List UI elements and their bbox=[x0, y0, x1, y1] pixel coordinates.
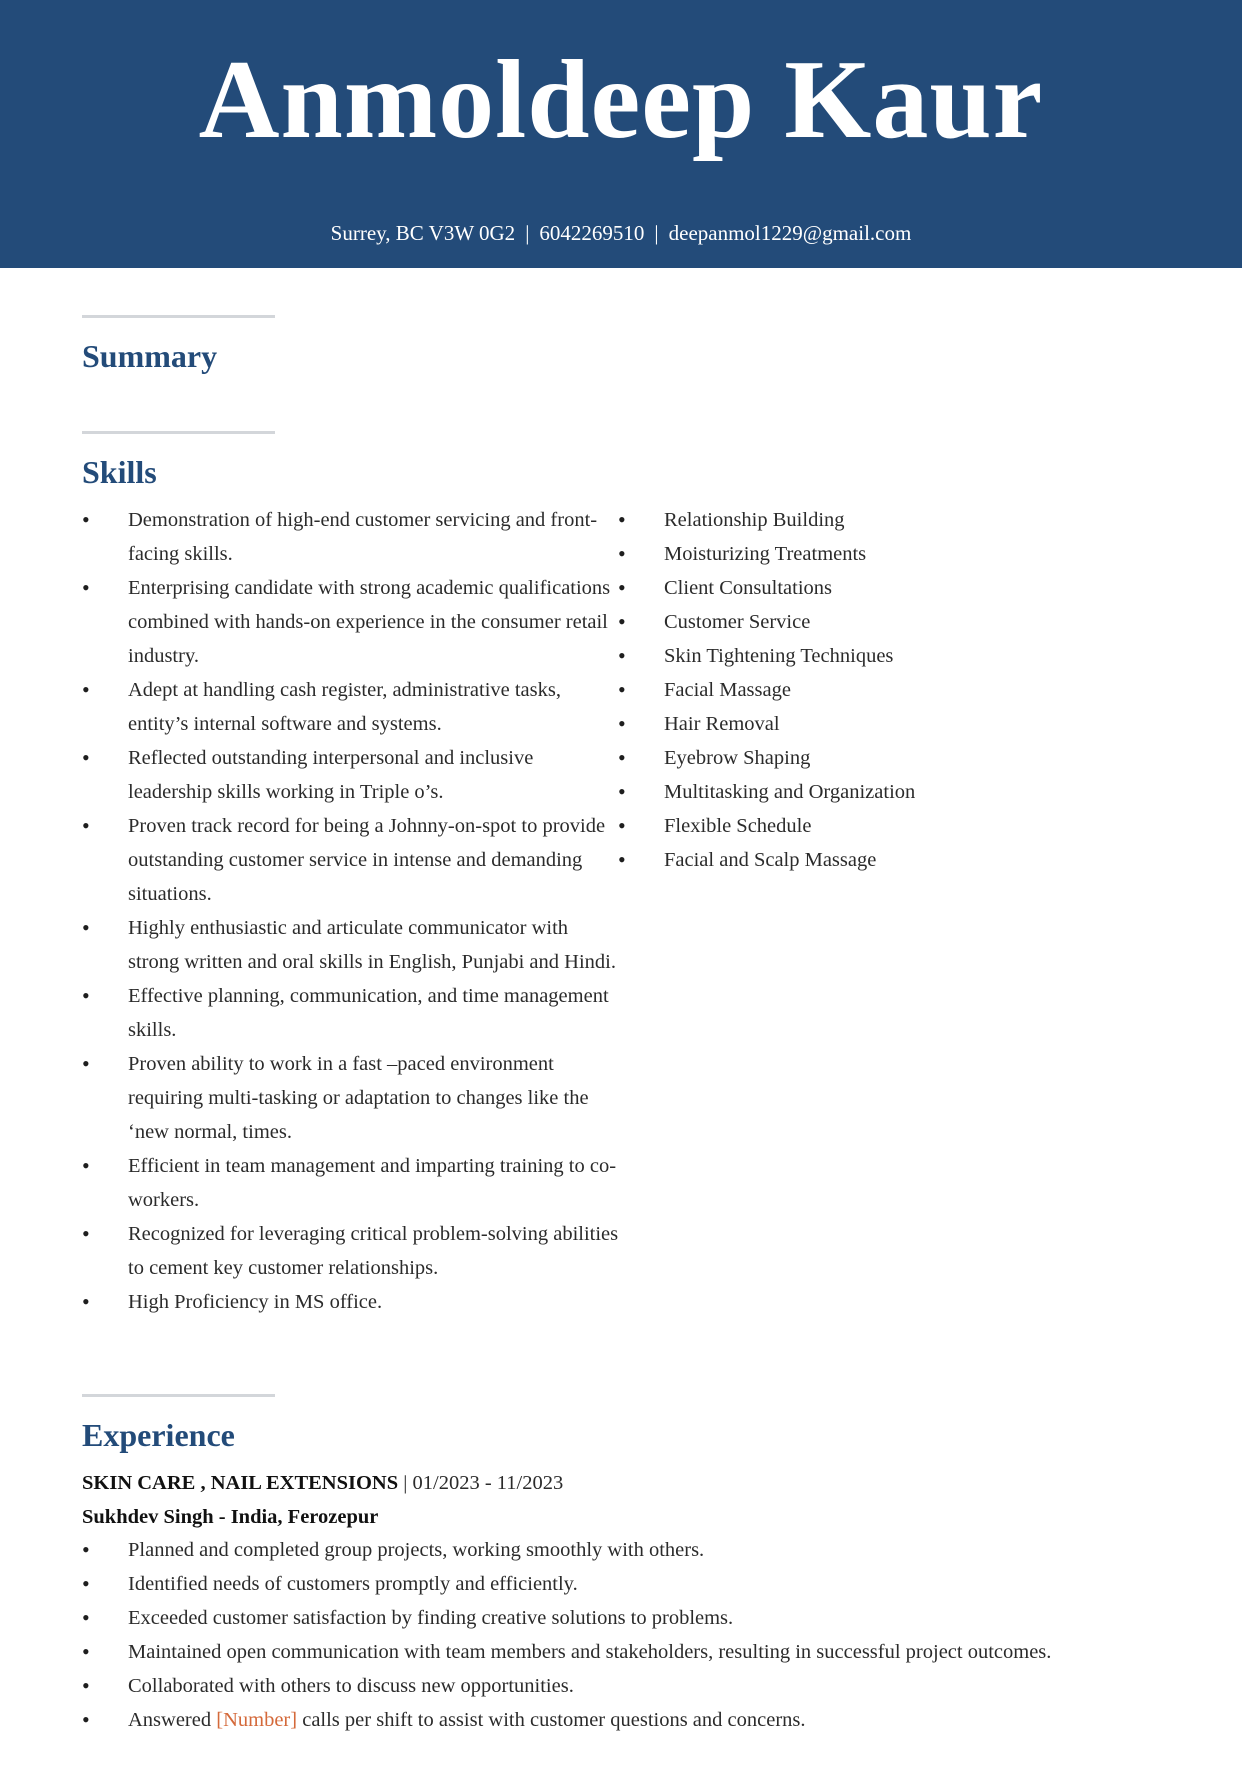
skill-item: • Moisturizing Treatments bbox=[618, 537, 1038, 571]
candidate-name: Anmoldeep Kaur bbox=[198, 38, 1044, 162]
experience-heading: Experience bbox=[82, 1417, 235, 1453]
skill-item: • Proven track record for being a Johnny-on-spot to provide outstanding customer service in intense and demanding situations. bbox=[82, 809, 622, 911]
skill-item: • Effective planning, communication, and time management skills. bbox=[82, 979, 622, 1047]
skill-item: • High Proficiency in MS office. bbox=[82, 1285, 622, 1319]
skill-item: • Enterprising candidate with strong academic qualifications combined with hands-on experience in the consumer retail industry. bbox=[82, 571, 622, 673]
skill-item: • Adept at handling cash register, administrative tasks, entity’s internal software and systems. bbox=[82, 673, 622, 741]
skill-item: • Multitasking and Organization bbox=[618, 775, 1038, 809]
experience-divider bbox=[82, 1394, 275, 1397]
skill-item: • Customer Service bbox=[618, 605, 1038, 639]
resume-header bbox=[0, 0, 1242, 268]
summary-divider bbox=[82, 315, 275, 318]
skill-item: • Highly enthusiastic and articulate communicator with strong written and oral skills in English, Punjabi and Hindi. bbox=[82, 911, 622, 979]
experience-item: • Identified needs of customers promptly and efficiently. bbox=[82, 1567, 1202, 1601]
skill-item: • Proven ability to work in a fast –paced environment requiring multi-tasking or adaptation to changes like the ‘new normal, times. bbox=[82, 1047, 622, 1149]
experience-item: • Exceeded customer satisfaction by finding creative solutions to problems. bbox=[82, 1601, 1202, 1635]
experience-item-text: Answered bbox=[128, 1709, 217, 1731]
skills-list-left bbox=[82, 503, 622, 1319]
skill-item: • Recognized for leveraging critical problem-solving abilities to cement key customer relationships. bbox=[82, 1217, 622, 1285]
experience-item: • Planned and completed group projects, working smoothly with others. bbox=[82, 1533, 1202, 1567]
skill-item: • Skin Tightening Techniques bbox=[618, 639, 1038, 673]
skill-item: • Flexible Schedule bbox=[618, 809, 1038, 843]
skill-item: • Facial and Scalp Massage bbox=[618, 843, 1038, 877]
experience-item: • Collaborated with others to discuss new opportunities. bbox=[82, 1669, 1202, 1703]
job-title: SKIN CARE , NAIL EXTENSIONS bbox=[82, 1472, 399, 1494]
skill-item: • Efficient in team management and imparting training to co-workers. bbox=[82, 1149, 622, 1217]
skill-item: • Facial Massage bbox=[618, 673, 1038, 707]
skill-item: • Eyebrow Shaping bbox=[618, 741, 1038, 775]
skills-divider bbox=[82, 431, 275, 434]
contact-separator: | bbox=[654, 221, 659, 245]
contact-separator: | bbox=[525, 221, 530, 245]
skills-list-right bbox=[618, 503, 1038, 877]
phone-text: 6042269510 bbox=[539, 221, 645, 245]
skill-item: • Hair Removal bbox=[618, 707, 1038, 741]
summary-heading: Summary bbox=[82, 338, 218, 374]
experience-item-text: calls per shift to assist with customer questions and concerns. bbox=[297, 1709, 806, 1731]
email-text: deepanmol1229@gmail.com bbox=[668, 221, 912, 245]
experience-bullets bbox=[82, 1533, 1202, 1737]
skill-item: • Reflected outstanding interpersonal and inclusive leadership skills working in Triple o’s. bbox=[82, 741, 622, 809]
skills-heading: Skills bbox=[82, 454, 157, 490]
skill-item: • Demonstration of high-end customer servicing and front-facing skills. bbox=[82, 503, 622, 571]
job-dates: | 01/2023 - 11/2023 bbox=[398, 1472, 564, 1494]
experience-item: • Maintained open communication with team members and stakeholders, resulting in successful project outcomes. bbox=[82, 1635, 1202, 1669]
company-line: Sukhdev Singh - India, Ferozepur bbox=[82, 1506, 379, 1528]
location-text: Surrey, BC V3W 0G2 bbox=[330, 221, 516, 245]
skill-item: • Relationship Building bbox=[618, 503, 1038, 537]
experience-item bbox=[82, 1703, 1202, 1737]
contact-line bbox=[0, 218, 1242, 248]
job-title-line bbox=[82, 1466, 563, 1500]
skill-item: • Client Consultations bbox=[618, 571, 1038, 605]
placeholder-number: [Number] bbox=[216, 1709, 298, 1731]
